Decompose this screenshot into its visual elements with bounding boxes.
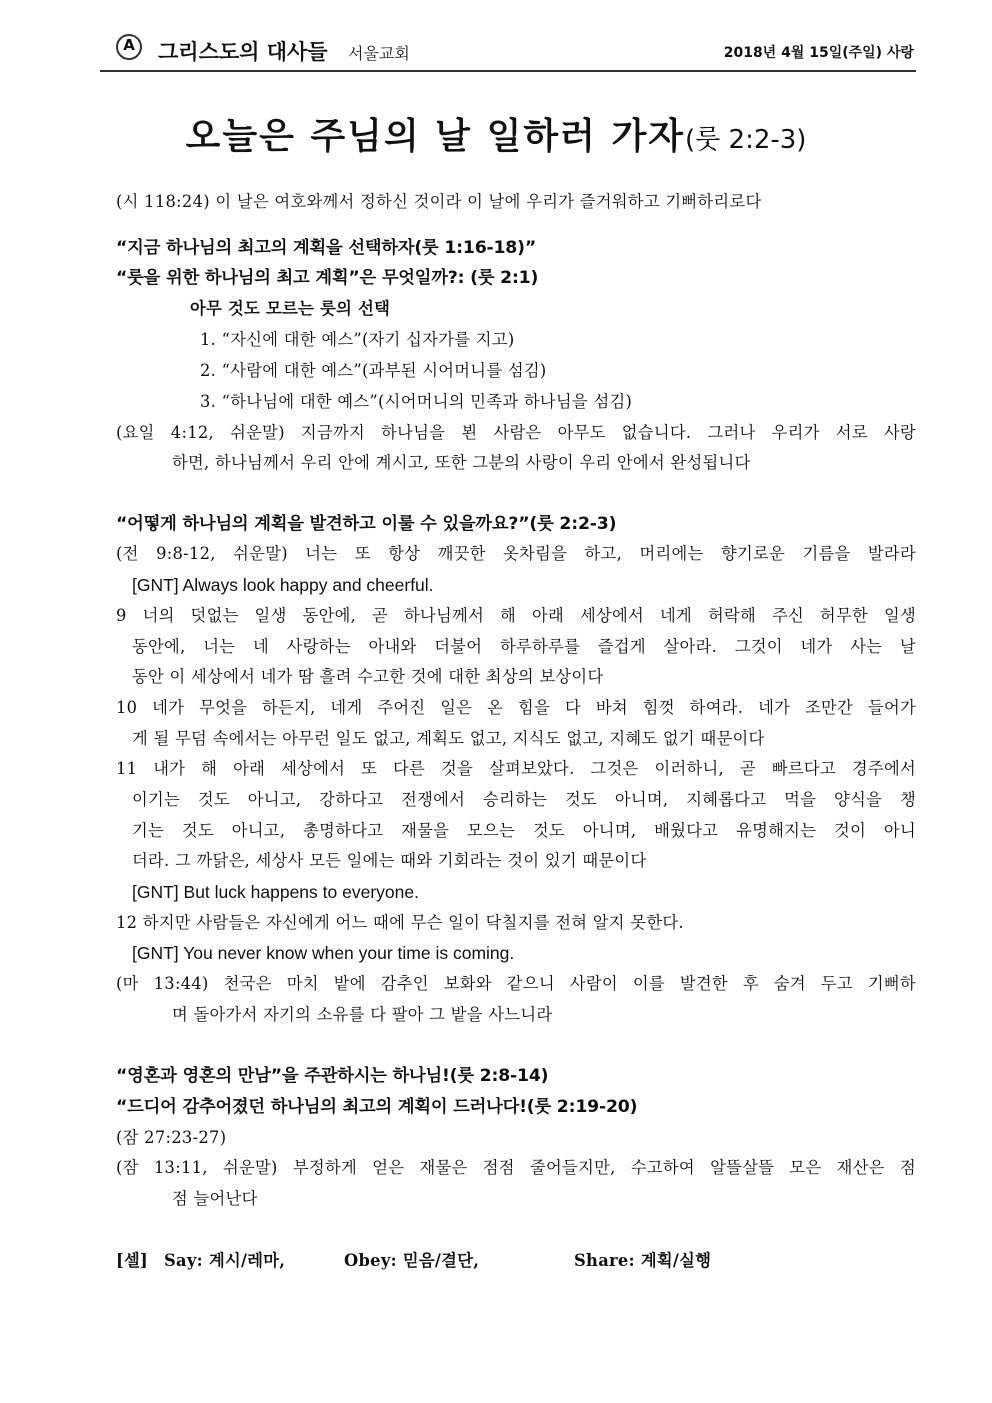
section-heading-4: “영혼과 영혼의 만남”을 주관하시는 하나님!(룻 2:8-14) [116,1066,549,1086]
verse-proverbs-13-line-2: 점 늘어난다 [172,1189,258,1208]
organization-name: 그리스도의 대사들 [158,40,328,64]
verse-9-line-2: 동안에, 너는 네 사랑하는 아내와 더불어 하루하루를 즐겁게 살아라. 그것이 네가 사는 날 [132,637,916,656]
verse-1john-line-1: (요일 4:12, 쉬운말) 지금까지 하나님을 뵌 사람은 아무도 없습니다. 그러나 우리가 서로 사랑 [116,423,916,442]
verse-proverbs-13-line-1: (잠 13:11, 쉬운말) 부정하게 얻은 재물은 점점 줄어들지만, 수고하여 알뜰살뜰 모은 재산은 점 [116,1158,916,1177]
section-heading-5: “드디어 감추어졌던 하나님의 최고의 계획이 드러나다!(룻 2:19-20) [116,1097,638,1117]
cell-obey: Obey: 믿음/결단, [344,1251,480,1270]
list-item: 2. “사람에 대한 예스”(과부된 시어머니를 섬김) [200,361,547,380]
sermon-title [0,108,992,159]
verse-10-line-1: 10 네가 무엇을 하든지, 네게 주어진 일은 온 힘을 다 바쳐 힘껏 하여라. 네가 조만간 들어가 [116,698,916,717]
service-date: 2018년 4월 15일(주일) 사랑 [723,45,914,61]
section-heading-2: “룻을 위한 하나님의 최고 계획”은 무엇일까?: (룻 2:1) [116,268,539,288]
verse-psalm: (시 118:24) 이 날은 여호와께서 정하신 것이라 이 날에 우리가 즐거워하고 기뻐하리로다 [116,192,762,211]
verse-11-line-3: 기는 것도 아니고, 총명하다고 재물을 모으는 것도 아니며, 배웠다고 유명해지는 것이 아니 [132,821,916,840]
cell-share: Share: 계획/실행 [574,1251,712,1270]
verse-11-line-4: 더라. 그 까닭은, 세상사 모든 일에는 때와 기회라는 것이 있기 때문이다 [132,851,647,870]
verse-ecclesiastes-intro: (전 9:8-12, 쉬운말) 너는 또 항상 깨끗한 옷차림을 하고, 머리에는 향기로운 기름을 발라라 [116,544,916,563]
list-item: 1. “자신에 대한 예스”(자기 십자가를 지고) [200,330,515,349]
verse-11-line-2: 이기는 것도 아니고, 강하다고 전쟁에서 승리하는 것도 아니며, 지혜롭다고 먹을 양식을 챙 [132,790,916,809]
cell-label: [셀] [116,1251,149,1270]
section-heading-1: “지금 하나님의 최고의 계획을 선택하자(룻 1:16-18)” [116,238,536,258]
gnt-quote-2: [GNT] But luck happens to everyone. [132,882,419,902]
verse-9-line-3: 동안 이 세상에서 네가 땀 흘려 수고한 것에 대한 최상의 보상이다 [132,667,604,686]
verse-10-line-2: 게 될 무덤 속에서는 아무런 일도 없고, 계획도 없고, 지식도 없고, 지혜도 없기 때문이다 [132,729,765,748]
sermon-title-main: 오늘은 주님의 날 일하러 가자 [185,116,685,157]
verse-matthew-line-2: 며 돌아가서 자기의 소유를 다 팔아 그 밭을 사느니라 [172,1005,553,1024]
verse-proverbs-27: (잠 27:23-27) [116,1128,227,1147]
church-logo-icon: A [116,34,142,60]
gnt-quote-1: [GNT] Always look happy and cheerful. [132,575,434,595]
cell-group-guide [116,1250,916,1272]
section-heading-3: “어떻게 하나님의 계획을 발견하고 이룰 수 있을까요?”(룻 2:2-3) [116,514,617,534]
page-header [100,30,916,72]
list-item: 3. “하나님에 대한 예스”(시어머니의 민족과 하나님을 섬김) [200,392,633,411]
verse-1john-line-2: 하면, 하나님께서 우리 안에 계시고, 또한 그분의 사랑이 우리 안에서 완성됩니다 [172,453,751,472]
sub-heading-ruth-choice: 아무 것도 모르는 룻의 선택 [190,299,391,318]
verse-matthew-line-1: (마 13:44) 천국은 마치 밭에 감추인 보화와 같으니 사람이 이를 발견한 후 숨겨 두고 기뻐하 [116,974,916,993]
church-name: 서울교회 [348,44,410,63]
gnt-quote-3: [GNT] You never know when your time is coming. [132,943,515,963]
cell-say: Say: 계시/레마, [164,1251,286,1270]
verse-11-line-1: 11 내가 해 아래 세상에서 또 다른 것을 살펴보았다. 그것은 이러하니, 곧 빠르다고 경주에서 [116,759,916,778]
sermon-title-reference: (룻 2:2-3) [685,125,807,155]
verse-12: 12 하지만 사람들은 자신에게 어느 때에 무슨 일이 닥칠지를 전혀 알지 못한다. [116,913,684,932]
verse-9-line-1: 9 너의 덧없는 일생 동안에, 곧 하나님께서 해 아래 세상에서 네게 허락해 주신 허무한 일생 [116,606,916,625]
